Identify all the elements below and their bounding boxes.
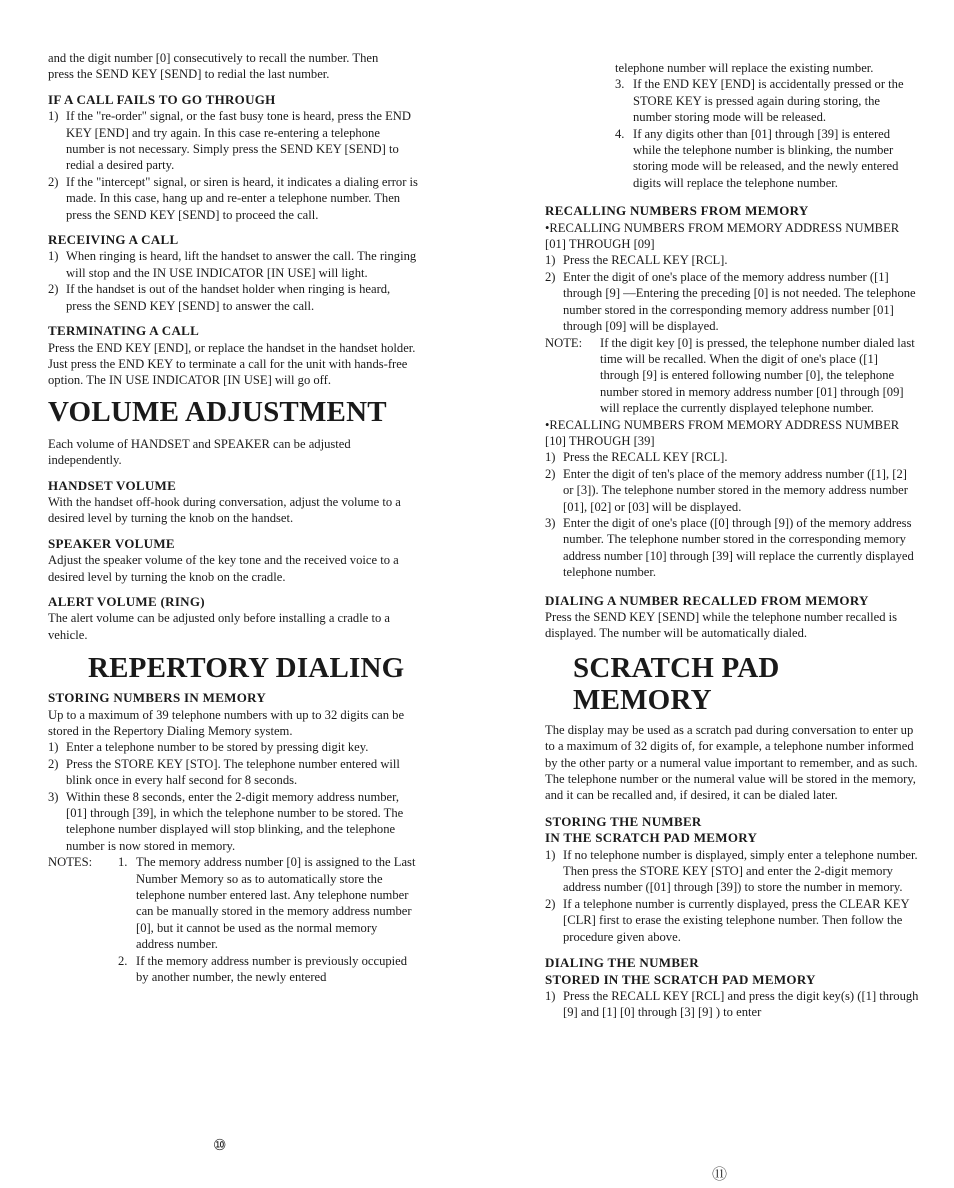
page-number-left: ⑩: [213, 1138, 227, 1154]
dialing-recalled-paragraph: Press the SEND KEY [SEND] while the telephone number recalled is displayed. The number will be automatically dialed.: [545, 610, 898, 641]
right-page: [545, 60, 920, 1021]
note-text: The memory address number [0] is assigned to the Last Number Memory so as to automatically store the telephone number entered last. Any telephone number can be manually stored in the memory address number [0], but it cannot be used as the normal memory address number.: [136, 855, 416, 952]
item-text: Enter a telephone number to be stored by pressing digit key.: [66, 740, 369, 755]
heading-dialing-recalled: DIALING A NUMBER RECALLED FROM MEMORY: [545, 592, 869, 608]
list-item: [545, 515, 920, 581]
heading-storing-scratch-1: STORING THE NUMBER: [545, 813, 702, 829]
heading-volume-adjustment: VOLUME ADJUSTMENT: [48, 395, 387, 428]
note-label: NOTE:: [545, 335, 583, 350]
note-number: 3.: [615, 77, 625, 92]
note-text: If the END KEY [END] is accidentally pressed or the STORE KEY is pressed again during storing, the number storing mode will be released.: [633, 77, 904, 125]
notes-label: NOTES:: [48, 855, 93, 870]
item-text: Press the RECALL KEY [RCL] and press the digit key(s) ([1] through [9] and [1] [0] through [3] [9] ) to enter: [563, 988, 919, 1020]
list-item: [48, 174, 418, 223]
terminating-paragraph: Press the END KEY [END], or replace the handset in the handset holder. Just press the END KEY to terminate a call for the unit with hands-free option. The IN USE INDICATOR [IN USE] will go off.: [48, 340, 416, 388]
item-number: 2): [48, 756, 59, 771]
list-item: [48, 756, 418, 789]
item-number: 1): [48, 109, 59, 124]
item-number: 1): [545, 988, 556, 1003]
item-text: If a telephone number is currently displayed, press the CLEAR KEY [CLR] first to erase the existing telephone number. Then follow the procedure given above.: [563, 896, 910, 944]
item-number: 1): [48, 740, 59, 755]
item-text: Enter the digit of one's place of the memory address number ([1] through [9] —Entering the preceding [0] is not needed. The telephone number stored in the corresponding memory address number [01] through [09] will be displayed.: [563, 269, 916, 334]
speaker-paragraph: Adjust the speaker volume of the key tone and the received voice to a desired level by turning the knob on the cradle.: [48, 553, 399, 584]
item-number: 3): [48, 789, 59, 804]
recall-note: [545, 335, 920, 417]
item-number: 1): [48, 249, 59, 264]
list-item: [545, 252, 920, 268]
item-number: 1): [545, 847, 556, 862]
recalling-subheading-01-09: •RECALLING NUMBERS FROM MEMORY ADDRESS NUMBER [01] THROUGH [09]: [545, 220, 900, 252]
list-item: [545, 449, 920, 465]
note-item: [118, 854, 418, 952]
handset-paragraph: With the handset off-hook during conversation, adjust the volume to a desired level by turning the knob on the handset.: [48, 494, 401, 526]
note-text: If the memory address number is previously occupied by another number, the newly entered: [136, 953, 408, 985]
item-number: 2): [48, 174, 59, 189]
heading-recalling: RECALLING NUMBERS FROM MEMORY: [545, 203, 809, 219]
storing-paragraph: Up to a maximum of 39 telephone numbers with up to 32 digits can be stored in the Repertory Dialing Memory system.: [48, 707, 405, 738]
heading-receiving: RECEIVING A CALL: [48, 232, 179, 248]
scratch-paragraph: The display may be used as a scratch pad during conversation to enter up to a maximum of 32 digits of, for example, a telephone number informed by the other party or a numeral value important to remember, and as such. The telephone number or the numeral value will be stored in the memory, and it can be recalled and, if desired, it can be dialed later.: [545, 722, 918, 803]
recalling-subheading-10-39: •RECALLING NUMBERS FROM MEMORY ADDRESS NUMBER [10] THROUGH [39]: [545, 417, 900, 448]
item-text: When ringing is heard, lift the handset to answer the call. The ringing will stop and the IN USE INDICATOR [IN USE] will light.: [66, 249, 417, 280]
notes-block: [48, 854, 418, 985]
note-item: [615, 76, 920, 125]
note-number: 4.: [615, 126, 625, 141]
item-number: 2): [48, 282, 59, 297]
item-number: 2): [545, 269, 556, 284]
list-item: [545, 847, 920, 896]
list-item: [48, 108, 418, 174]
heading-dialing-scratch-2: STORED IN THE SCRATCH PAD MEMORY: [545, 971, 816, 987]
heading-repertory-dialing: REPERTORY DIALING: [88, 652, 405, 685]
page-number-right: ⑪: [712, 1167, 728, 1183]
note-text: If the digit key [0] is pressed, the telephone number dialed last time will be recalled. When the digit of one's place ([1] through [9] is entered following number [0], the telephone number stored in memory address number [01] through [09] will replace the currently displayed telephone number.: [600, 335, 915, 416]
item-text: If the "re-order" signal, or the fast busy tone is heard, press the END KEY [END] and try again. In this case re-entering a telephone number is not necessary. Simply press the SEND KEY [SEND] to redial a desired party.: [66, 109, 411, 173]
list-item: [545, 988, 920, 1021]
list-item: [545, 269, 920, 335]
intro-paragraph: and the digit number [0] consecutively to recall the number. Then press the SEND KEY [SEND] to redial the last number.: [48, 51, 379, 82]
heading-dialing-scratch-1: DIALING THE NUMBER: [545, 955, 699, 971]
list-item: [48, 281, 418, 314]
item-number: 3): [545, 515, 556, 530]
item-text: Press the RECALL KEY [RCL].: [563, 253, 728, 268]
item-number: 2): [545, 466, 556, 481]
item-text: Enter the digit of one's place ([0] through [9]) of the memory address number. The telephone number stored in the corresponding memory address number [10] through [39] will replace the currently displayed telephone number.: [563, 515, 914, 580]
heading-storing-scratch-2: IN THE SCRATCH PAD MEMORY: [545, 830, 758, 846]
item-text: If the handset is out of the handset holder when ringing is heard, press the SEND KEY [SEND] to answer the call.: [66, 282, 391, 313]
item-text: Press the STORE KEY [STO]. The telephone number entered will blink once in every half second for 8 seconds.: [66, 756, 400, 788]
item-text: Within these 8 seconds, enter the 2-digit memory address number, [01] through [39], in which the telephone number to be stored. The telephone number displayed will stop blinking, and the telephone number is now stored in memory.: [66, 789, 404, 853]
note-continued-text: telephone number will replace the existing number.: [615, 61, 874, 75]
left-page: [48, 50, 418, 986]
item-text: Enter the digit of ten's place of the memory address number ([1], [2] or [3]). The telephone number stored in the memory address number [01], [02] or [03] will be displayed.: [563, 466, 908, 514]
list-item: [48, 789, 418, 855]
note-item: [118, 953, 418, 986]
item-text: If the "intercept" signal, or siren is heard, it indicates a dialing error is made. In this case, hang up and re-enter a telephone number. Then press the SEND KEY [SEND] to proceed the call.: [66, 174, 418, 222]
heading-handset-volume: HANDSET VOLUME: [48, 477, 177, 493]
heading-terminating: TERMINATING A CALL: [48, 323, 200, 339]
heading-storing-numbers: STORING NUMBERS IN MEMORY: [48, 690, 267, 706]
alert-paragraph: The alert volume can be adjusted only before installing a cradle to a vehicle.: [48, 611, 390, 642]
note-text: If any digits other than [01] through [39] is entered while the telephone number is blinking, the number storing mode will be released, and the newly entered digits will replace the telephone number.: [633, 126, 899, 190]
item-text: If no telephone number is displayed, simply enter a telephone number. Then press the STORE KEY [STO] and enter the 2-digit memory address number ([01] through [39]) to store the number in memory.: [563, 847, 918, 895]
note-number: 2.: [118, 953, 128, 968]
list-item: [545, 896, 920, 945]
list-item: [48, 248, 418, 281]
item-number: 1): [545, 253, 556, 268]
list-item: [48, 739, 418, 755]
volume-paragraph: Each volume of HANDSET and SPEAKER can be adjusted independently.: [48, 436, 351, 468]
item-number: 2): [545, 896, 556, 911]
note-item: [615, 126, 920, 192]
item-text: Press the RECALL KEY [RCL].: [563, 450, 728, 465]
heading-scratch-pad-memory: SCRATCH PAD MEMORY: [573, 651, 780, 716]
heading-alert-volume: ALERT VOLUME (RING): [48, 593, 205, 609]
notes-continued: [545, 60, 920, 191]
heading-speaker-volume: SPEAKER VOLUME: [48, 535, 175, 551]
item-number: 1): [545, 450, 556, 465]
list-item: [545, 466, 920, 515]
heading-call-fails: IF A CALL FAILS TO GO THROUGH: [48, 91, 276, 107]
note-number: 1.: [118, 855, 128, 870]
